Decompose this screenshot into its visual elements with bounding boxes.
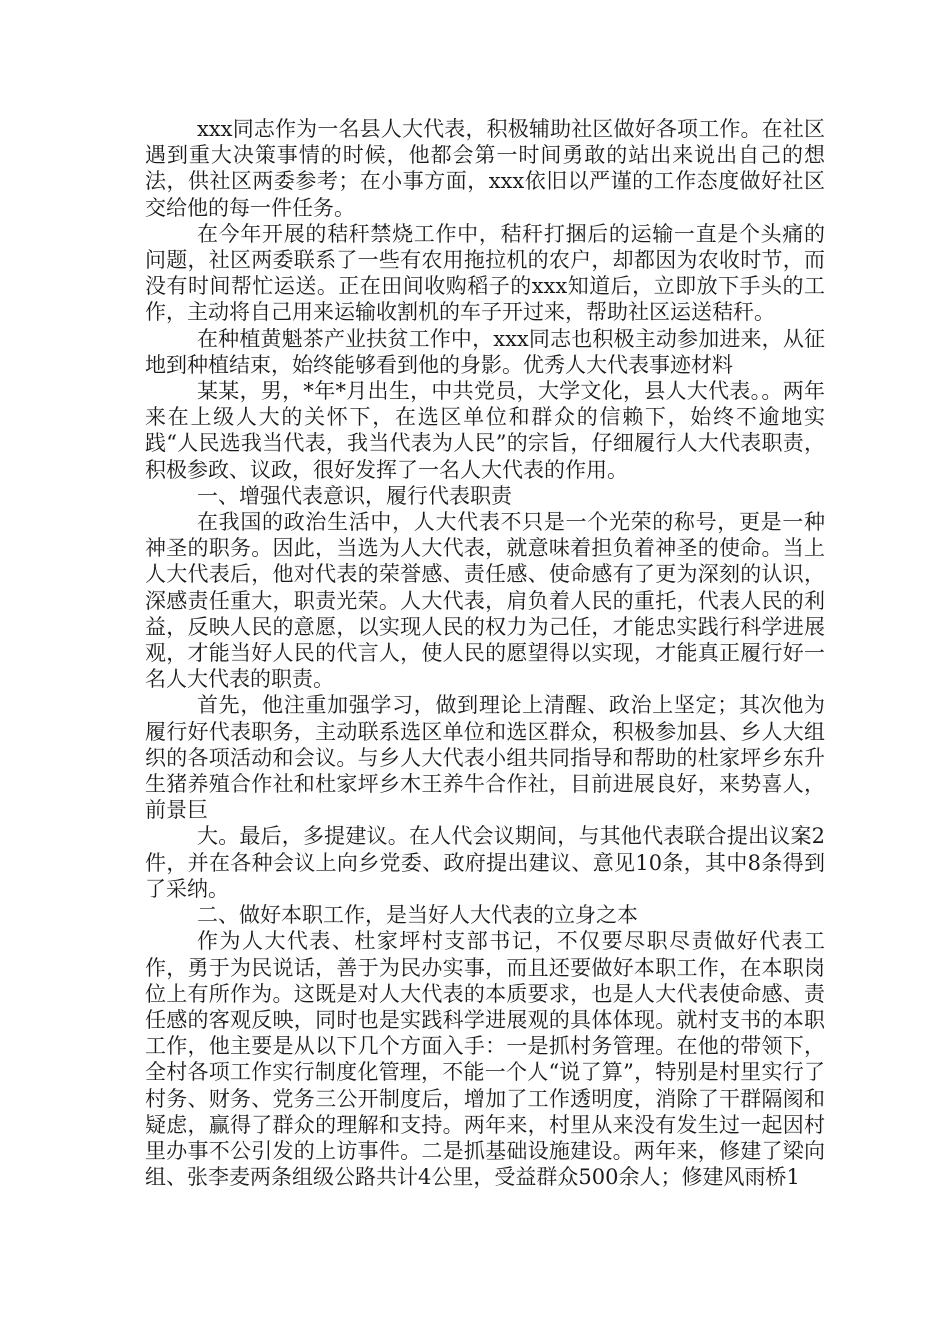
section-heading-1: 一、增强代表意识，履行代表职责	[197, 483, 512, 508]
paragraph-7: 大。最后，多提建议。在人代会议期间，与其他代表联合提出议案2件，并在各种会议上向乡党委、政府提出建议、意见10条，其中8条得到了采纳。	[145, 824, 825, 901]
paragraph-5: 在我国的政治生活中，人大代表不只是一个光荣的称号，更是一种神圣的职务。因此，当选为人大代表，就意味着担负着神圣的使命。当上人大代表后，他对代表的荣誉感、责任感、使命感有了更为深刻的认识，深感责任重大，职责光荣。人大代表，肩负着人民的重托，代表人民的利益，反映人民的意愿，以实现人民的权力为己任，才能忠实践行科学进展观，才能当好人民的代言人，使人民的愿望得以实现，才能真正履行好一名人大代表的职责。	[145, 510, 825, 692]
section-heading-2: 二、做好本职工作，是当好人大代表的立身之本	[197, 903, 638, 928]
paragraph-3: 在种植黄魁茶产业扶贫工作中，xxx同志也积极主动参加进来，从征地到种植结束，始终能够看到他的身影。优秀人大代表事迹材料	[145, 326, 825, 377]
paragraph-8: 作为人大代表、杜家坪村支部书记，不仅要尽职尽责做好代表工作，勇于为民说话，善于为民办实事，而且还要做好本职工作，在本职岗位上有所作为。这既是对人大代表的本质要求，也是人大代表使命感、责任感的客观反映，同时也是实践科学进展观的具体体现。就村支书的本职工作，他主要是从以下几个方面入手：一是抓村务管理。在他的带领下，全村各项工作实行制度化管理，不能一个人“说了算”，特别是村里实行了村务、财务、党务三公开制度后，增加了工作透明度，消除了干群隔阂和疑虑，赢得了群众的理解和支持。两年来，村里从来没有发生过一起因村里办事不公引发的上访事件。二是抓基础设施建设。两年来，修建了梁向组、张李麦两条组级公路共计4公里，受益群众500余人；修建风雨桥1	[145, 929, 825, 1190]
body-text	[145, 116, 825, 1190]
paragraph-1: xxx同志作为一名县人大代表，积极辅助社区做好各项工作。在社区遇到重大决策事情的时候，他都会第一时间勇敢的站出来说出自己的想法，供社区两委参考；在小事方面，xxx依旧以严谨的工作态度做好社区交给他的每一件任务。	[145, 117, 825, 220]
paragraph-4: 某某，男，*年*月出生，中共党员，大学文化，县人大代表。。两年来在上级人大的关怀下，在选区单位和群众的信赖下，始终不逾地实践“人民选我当代表，我当代表为人民”的宗旨，仔细履行人大代表职责，积极参政、议政，很好发挥了一名人大代表的作用。	[145, 379, 825, 482]
paragraph-2: 在今年开展的秸秆禁烧工作中，秸秆打捆后的运输一直是个头痛的问题，社区两委联系了一些有农用拖拉机的农户，却都因为农收时节，而没有时间帮忙运送。正在田间收购稻子的xxx知道后，立即放下手头的工作，主动将自己用来运输收割机的车子开过来，帮助社区运送秸秆。	[145, 221, 825, 325]
paragraph-6: 首先，他注重加强学习，做到理论上清醒、政治上坚定；其次他为履行好代表职务，主动联系选区单位和选区群众，积极参加县、乡人大组织的各项活动和会议。与乡人大代表小组共同指导和帮助的杜家坪乡东升生猪养殖合作社和杜家坪乡木王养牛合作社，目前进展良好，来势喜人，前景巨	[145, 693, 825, 823]
